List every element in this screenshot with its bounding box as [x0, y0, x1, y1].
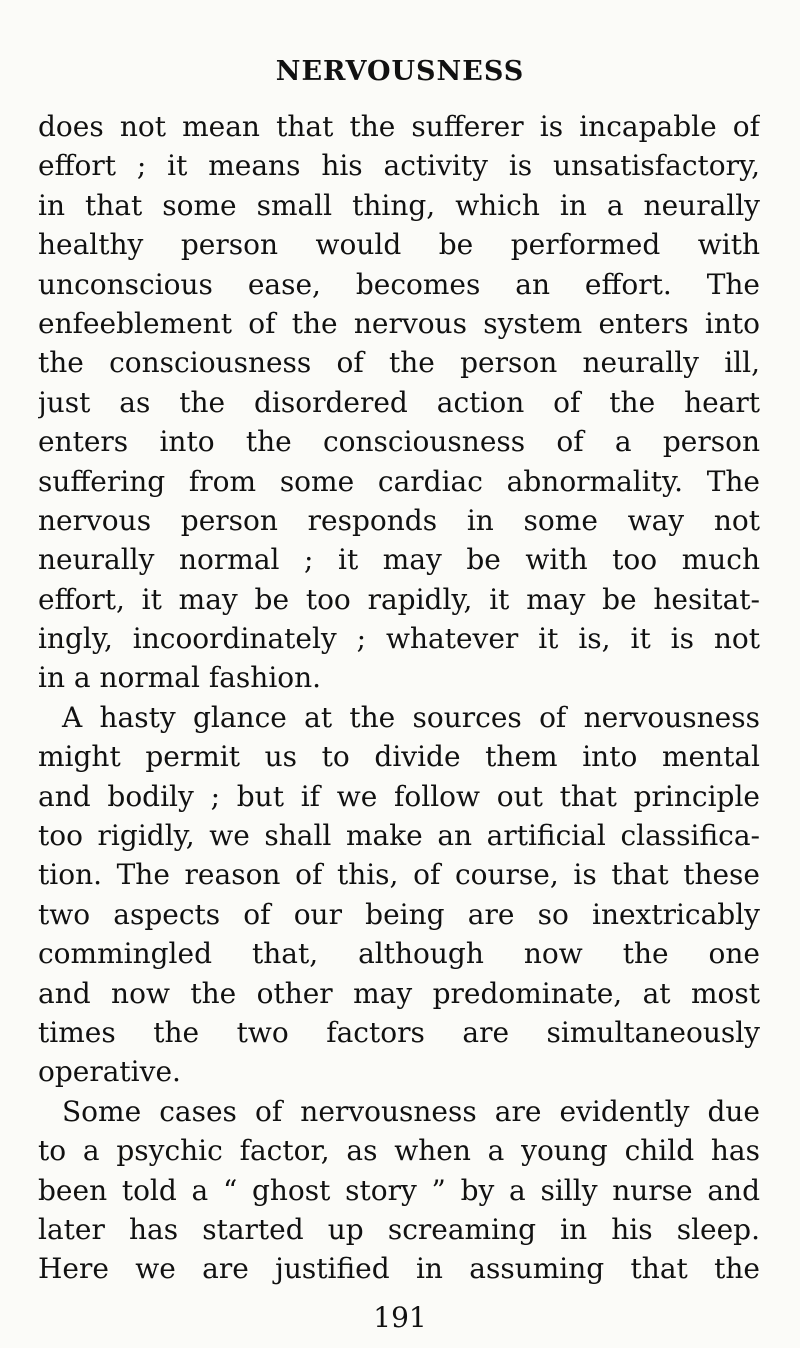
text-line: effort ; it means his activity is unsatisfactory,	[38, 149, 760, 183]
text-line: Some cases of nervousness are evidently due	[62, 1094, 760, 1128]
body-text	[38, 107, 760, 1289]
running-head-title: NERVOUSNESS	[275, 56, 525, 87]
text-line: later has started up screaming in his sleep.	[38, 1212, 760, 1246]
text-line: and now the other may predominate, at most	[38, 976, 760, 1010]
text-line: might permit us to divide them into mental	[38, 740, 760, 774]
text-line: just as the disordered action of the heart	[38, 385, 760, 419]
text-line: operative.	[38, 1055, 181, 1089]
text-line: unconscious ease, becomes an effort. The	[38, 267, 760, 301]
text-line: suffering from some cardiac abnormality. The	[38, 464, 760, 498]
text-line: been told a “ ghost story ” by a silly nurse and	[38, 1173, 760, 1207]
page-number: 191	[373, 1301, 427, 1334]
text-line: commingled that, although now the one	[38, 937, 760, 971]
text-line: in that some small thing, which in a neurally	[38, 188, 760, 222]
text-line: too rigidly, we shall make an artificial classifica-	[38, 819, 760, 853]
text-line: the consciousness of the person neurally ill,	[38, 346, 760, 380]
text-line: A hasty glance at the sources of nervousness	[62, 700, 760, 734]
text-line: healthy person would be performed with	[38, 228, 760, 262]
text-line: two aspects of our being are so inextricably	[38, 897, 760, 931]
text-line: effort, it may be too rapidly, it may be hesitat-	[38, 582, 760, 616]
text-line: enfeeblement of the nervous system enters into	[38, 306, 760, 340]
text-line: to a psychic factor, as when a young child has	[38, 1134, 760, 1168]
text-line: enters into the consciousness of a person	[38, 425, 760, 459]
text-line: and bodily ; but if we follow out that principle	[38, 779, 760, 813]
text-line: Here we are justified in assuming that the	[38, 1252, 760, 1286]
text-line: tion. The reason of this, of course, is that these	[38, 858, 760, 892]
text-line: neurally normal ; it may be with too much	[38, 543, 760, 577]
text-line: does not mean that the sufferer is incapable of	[38, 110, 760, 143]
text-line: in a normal fashion.	[38, 661, 322, 695]
text-line: times the two factors are simultaneously	[38, 1015, 760, 1049]
text-line: ingly, incoordinately ; whatever it is, it is not	[38, 622, 760, 656]
text-line: nervous person responds in some way not	[38, 503, 760, 537]
